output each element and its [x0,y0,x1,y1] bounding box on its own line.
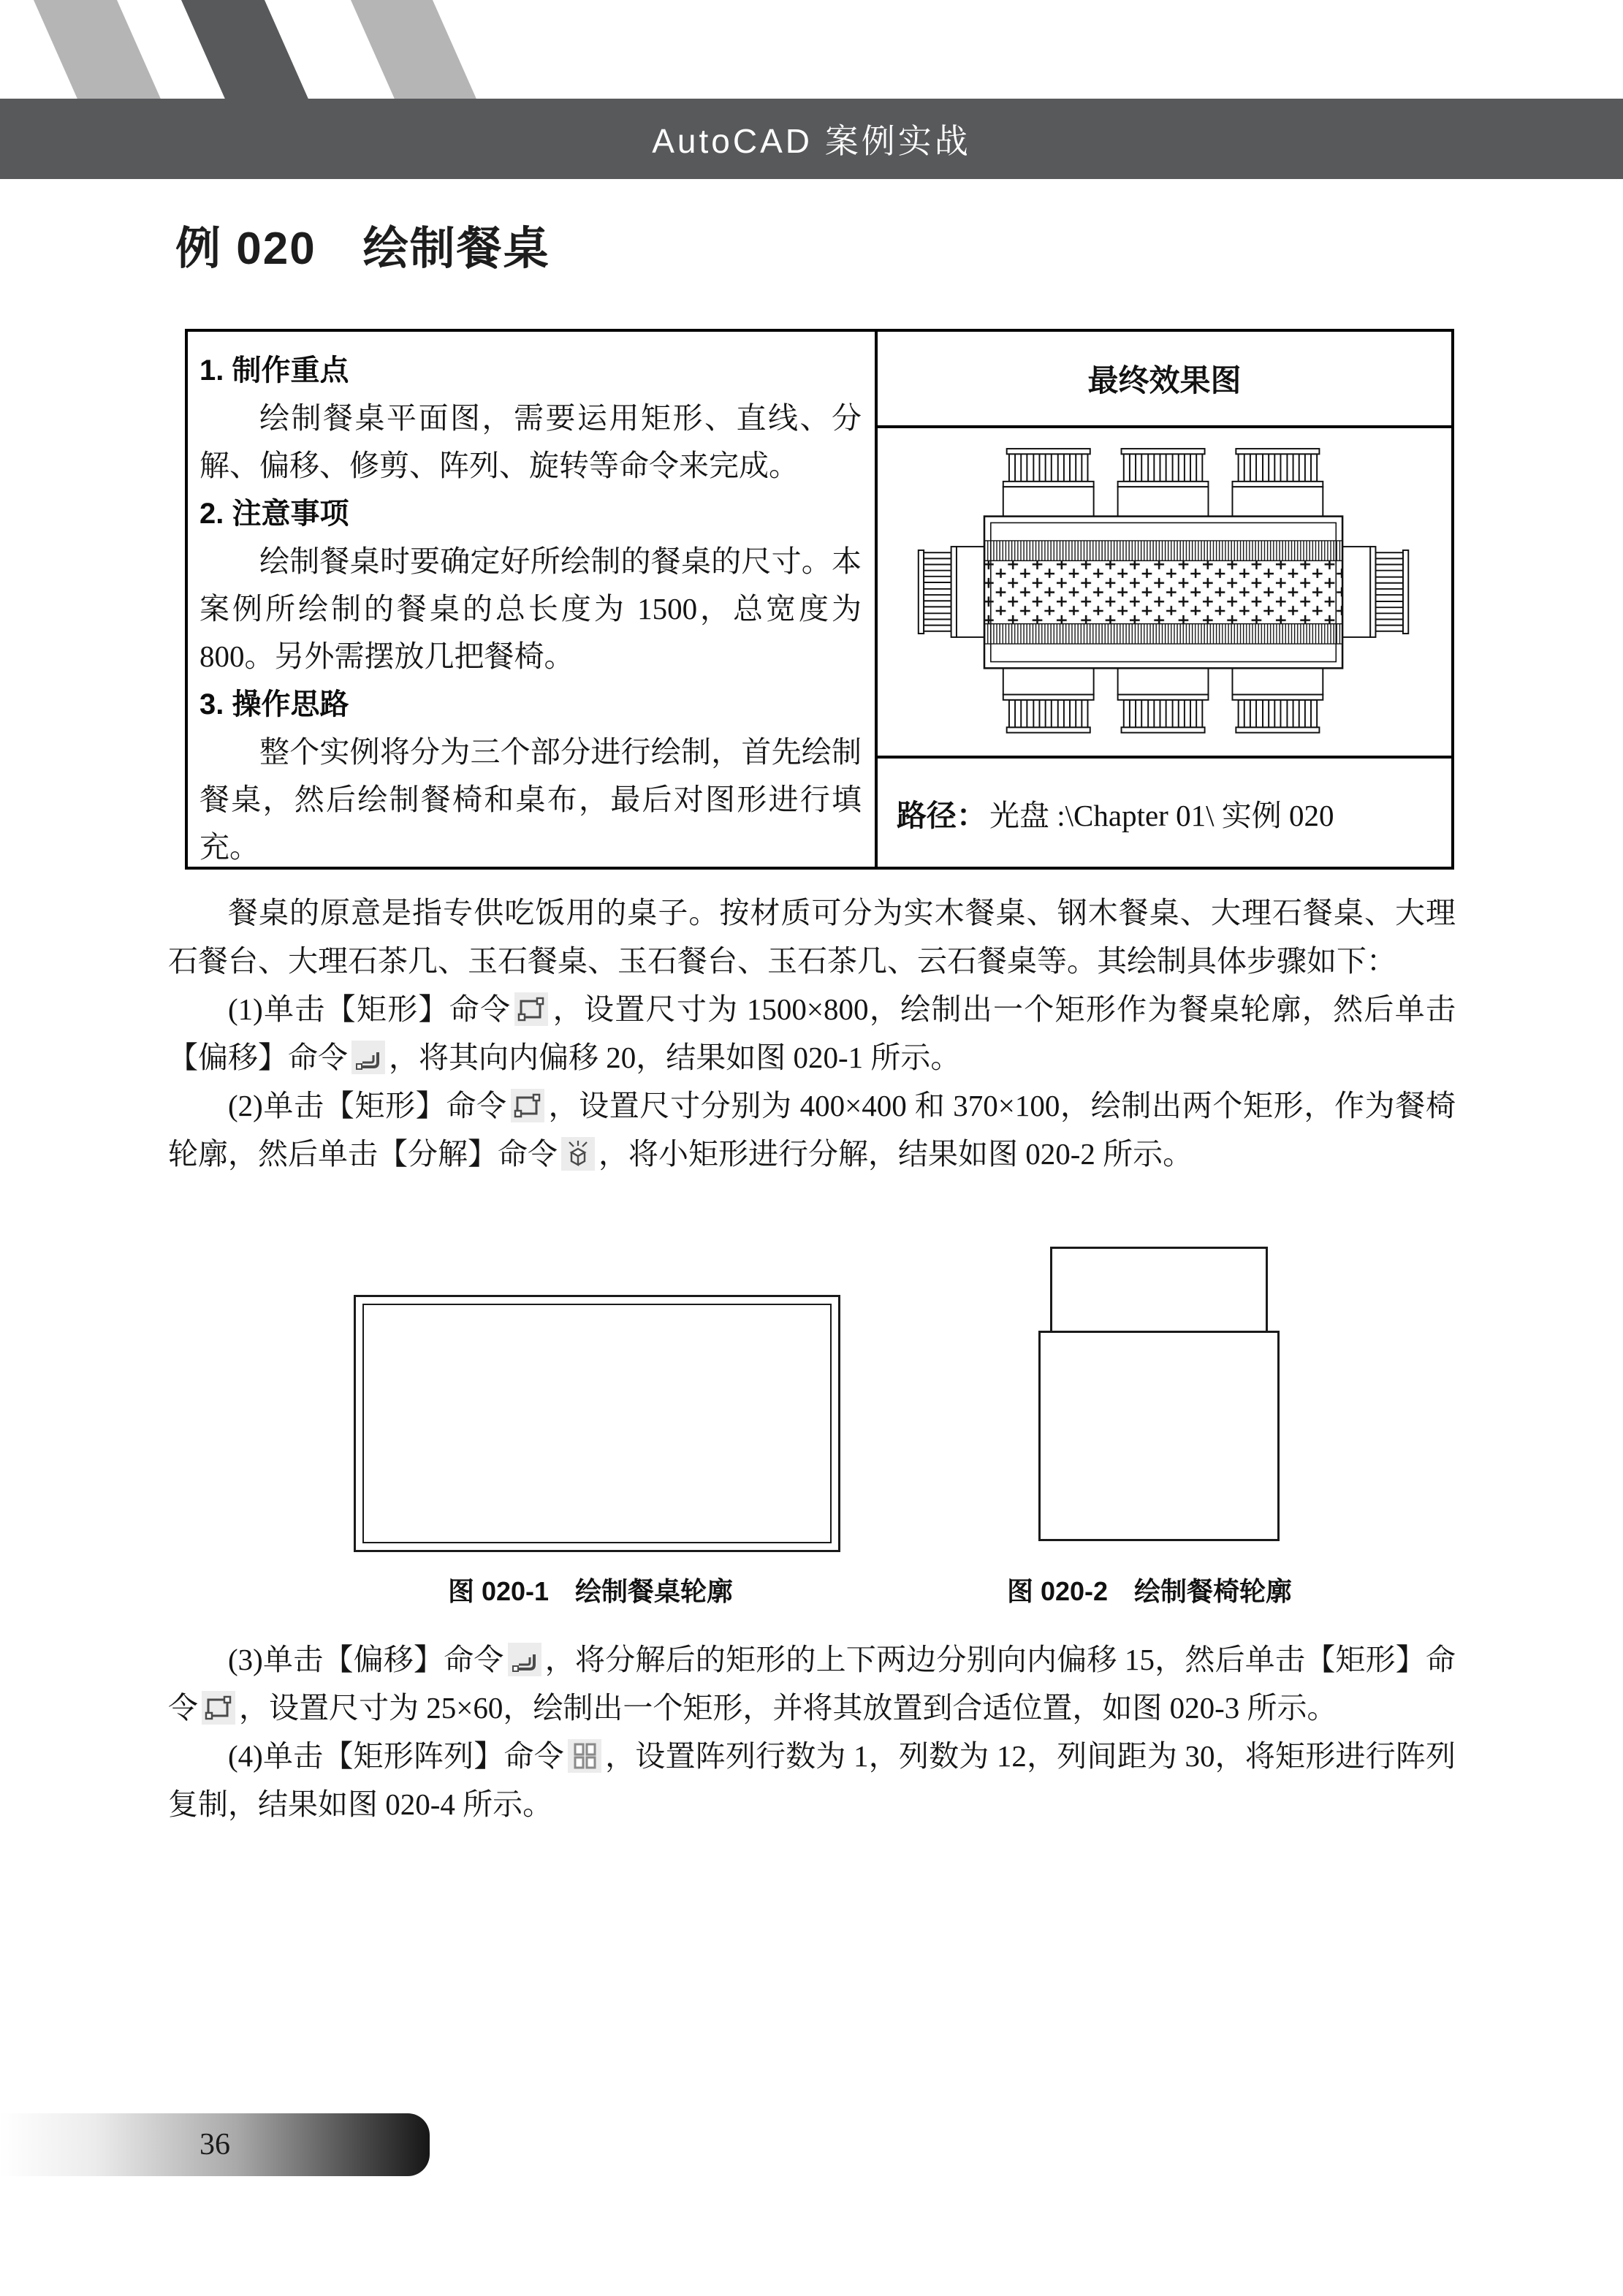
explode-command-icon [561,1137,595,1171]
info-table-right-cell [878,332,1451,867]
figure-020-1-table-outline [354,1295,840,1552]
rectangular-array-command-icon [568,1739,601,1773]
body-text-upper [168,889,1456,1178]
page-number-bar [0,2113,430,2176]
step-2-paragraph [168,1082,1456,1178]
body-text-lower [168,1635,1456,1828]
chapter-header-bar [0,99,1623,179]
rectangle-command-icon [514,992,548,1026]
section-body-notes: 绘制餐桌时要确定好所绘制的餐桌的尺寸。本案例所绘制的餐桌的总长度为 1500，总宽度为 800。另外需摆放几把餐椅。 [199,544,862,673]
decorative-stripes [0,0,526,102]
final-effect-image [878,428,1451,756]
file-path-label: 路径： [897,798,987,832]
offset-command-icon [508,1643,541,1676]
step-2-text-pre: (2)单击【矩形】命令 [228,1089,507,1122]
step-3-text-mid: ，将分解后的矩形的上下两边分别向内偏移 15，然后单击【矩形】命令 [168,1643,1456,1725]
figure-020-2-chair-seat [1038,1331,1280,1541]
offset-command-icon [351,1041,385,1074]
section-heading-approach: 3. 操作思路 [199,688,349,721]
info-table-left-cell [188,332,878,867]
step-2-text-mid: ，设置尺寸分别为 400×400 和 370×100，绘制出两个矩形，作为餐椅轮廓，然后单击【分解】命令 [168,1089,1456,1171]
file-path-value: 光盘 :\Chapter 01\ 实例 020 [989,798,1334,832]
step-4-paragraph [168,1732,1456,1828]
step-3-text-pre: (3)单击【偏移】命令 [228,1643,504,1676]
step-2-text-post: ，将小矩形进行分解，结果如图 020-2 所示。 [598,1137,1193,1171]
intro-paragraph: 餐桌的原意是指专供吃饭用的桌子。按材质可分为实木餐桌、钢木餐桌、大理石餐桌、大理石餐台、大理石茶几、玉石餐桌、玉石餐台、玉石茶几、云石餐桌等。其绘制具体步骤如下： [168,896,1456,978]
page-number: 36 [199,2128,230,2162]
step-1-paragraph [168,985,1456,1082]
step-1-text-post: ，将其向内偏移 20，结果如图 020-1 所示。 [389,1041,961,1074]
figure-020-1-caption: 图 020-1 绘制餐桌轮廓 [447,1576,734,1606]
step-3-text-post: ，设置尺寸为 25×60，绘制出一个矩形，并将其放置到合适位置，如图 020-3 所示。 [239,1691,1337,1725]
step-3-paragraph [168,1635,1456,1732]
section-heading-notes: 2. 注意事项 [199,498,349,530]
example-info-table [185,329,1454,870]
step-4-text-post: ，设置阵列行数为 1，列数为 12，列间距为 30，将矩形进行阵列复制，结果如图 020-4 所示。 [168,1739,1456,1821]
figure-020-1-inner-rectangle [362,1304,832,1543]
final-effect-header: 最终效果图 [878,332,1451,428]
step-1-text-mid: ，设置尺寸为 1500×800，绘制出一个矩形作为餐桌轮廓，然后单击【偏移】命令 [168,992,1456,1074]
page-title: 例 020 绘制餐桌 [175,224,550,274]
rectangle-command-icon [202,1691,235,1725]
chapter-header-title: AutoCAD 案例实战 [652,122,971,160]
step-4-text-pre: (4)单击【矩形阵列】命令 [228,1739,564,1773]
dining-table-drawing [880,429,1450,755]
section-heading-key-points: 1. 制作重点 [199,354,349,387]
figure-020-2-caption: 图 020-2 绘制餐椅轮廓 [1006,1576,1293,1606]
section-body-key-points: 绘制餐桌平面图，需要运用矩形、直线、分解、偏移、修剪、阵列、旋转等命令来完成。 [199,401,862,482]
file-path-row [878,756,1451,867]
section-body-approach: 整个实例将分为三个部分进行绘制，首先绘制餐桌，然后绘制餐椅和桌布，最后对图形进行填充。 [199,735,862,864]
figure-020-2-chair-backrest [1050,1247,1268,1333]
rectangle-command-icon [511,1089,544,1122]
step-1-text-pre: (1)单击【矩形】命令 [228,992,512,1026]
